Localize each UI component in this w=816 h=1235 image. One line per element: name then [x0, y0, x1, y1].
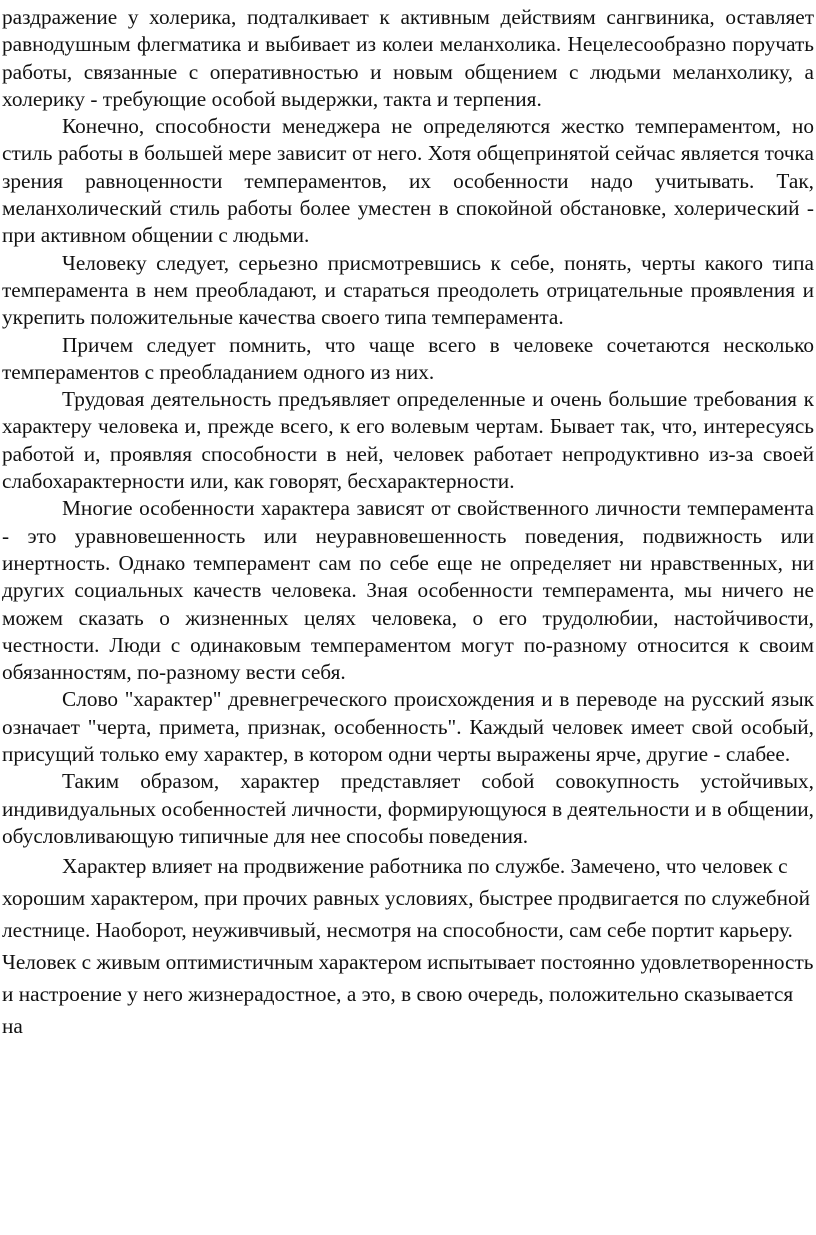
paragraph-1: раздражение у холерика, подталкивает к активным действиям сангвиника, оставляет равнодушным флегматика и выбивает из колеи меланхолика. Нецелесообразно поручать работы, связанные с оперативностью и новым общением с людьми меланхолику, а холерику - требующие особой выдержки, такта и терпения. [2, 5, 814, 111]
paragraph-5: Трудовая деятельность предъявляет определенные и очень большие требования к характеру человека и, прежде всего, к его волевым чертам. Бывает так, что, интересуясь работой и, проявляя способности в ней, человек работает непродуктивно из-за своей слабохарактерности или, как говорят, бесхарактерности. [2, 387, 814, 494]
paragraph-3: Человеку следует, серьезно присмотревшись к себе, понять, черты какого типа темперамента в нем преобладают, и стараться преодолеть отрицательные проявления и укрепить положительные качества своего типа темперамента. [2, 250, 814, 330]
paragraph-7: Слово "характер" древнегреческого происхождения и в переводе на русский язык означает "черта, примета, признак, особенность". Каждый человек имеет свой особый, присущий только ему характер, в котором одни черты выражены ярче, другие - слабее. [2, 687, 814, 767]
paragraph-9: Характер влияет на продвижение работника по службе. Замечено, что человек с хорошим характером, при прочих равных условиях, быстрее продвигается по служебной лестнице. Наоборот, неуживчивый, несмотря на способности, сам себе портит карьеру. Человек с живым оптимистичным характером испытывает постоянно удовлетворенность и настроение у него жизнерадостное, а это, в свою очередь, положительно сказывается на [2, 854, 814, 1039]
paragraph-2: Конечно, способности менеджера не определяются жестко темпераментом, но стиль работы в большей мере зависит от него. Хотя общепринятой сейчас является точка зрения равноценности темпераментов, их особенности надо учитывать. Так, меланхолический стиль работы более уместен в спокойной обстановке, холерический - при активном общении с людьми. [2, 114, 814, 248]
paragraph-6: Многие особенности характера зависят от свойственного личности темперамента - это уравновешенность или неуравновешенность поведения, подвижность или инертность. Однако темперамент сам по себе еще не определяет ни нравственных, ни других социальных качеств человека. Зная особенности темперамента, мы ничего не можем сказать о жизненных целях человека, о его трудолюбии, настойчивости, честности. Люди с одинаковым темпераментом могут по-разному относится к своим обязанностям, по-разному вести себя. [2, 496, 814, 685]
paragraph-4: Причем следует помнить, что чаще всего в человеке сочетаются несколько темпераментов с преобладанием одного из них. [2, 332, 814, 384]
paragraph-8: Таким образом, характер представляет собой совокупность устойчивых, индивидуальных особенностей личности, формирующуюся в деятельности и в общении, обусловливающую типичные для нее способы поведения. [2, 769, 814, 848]
